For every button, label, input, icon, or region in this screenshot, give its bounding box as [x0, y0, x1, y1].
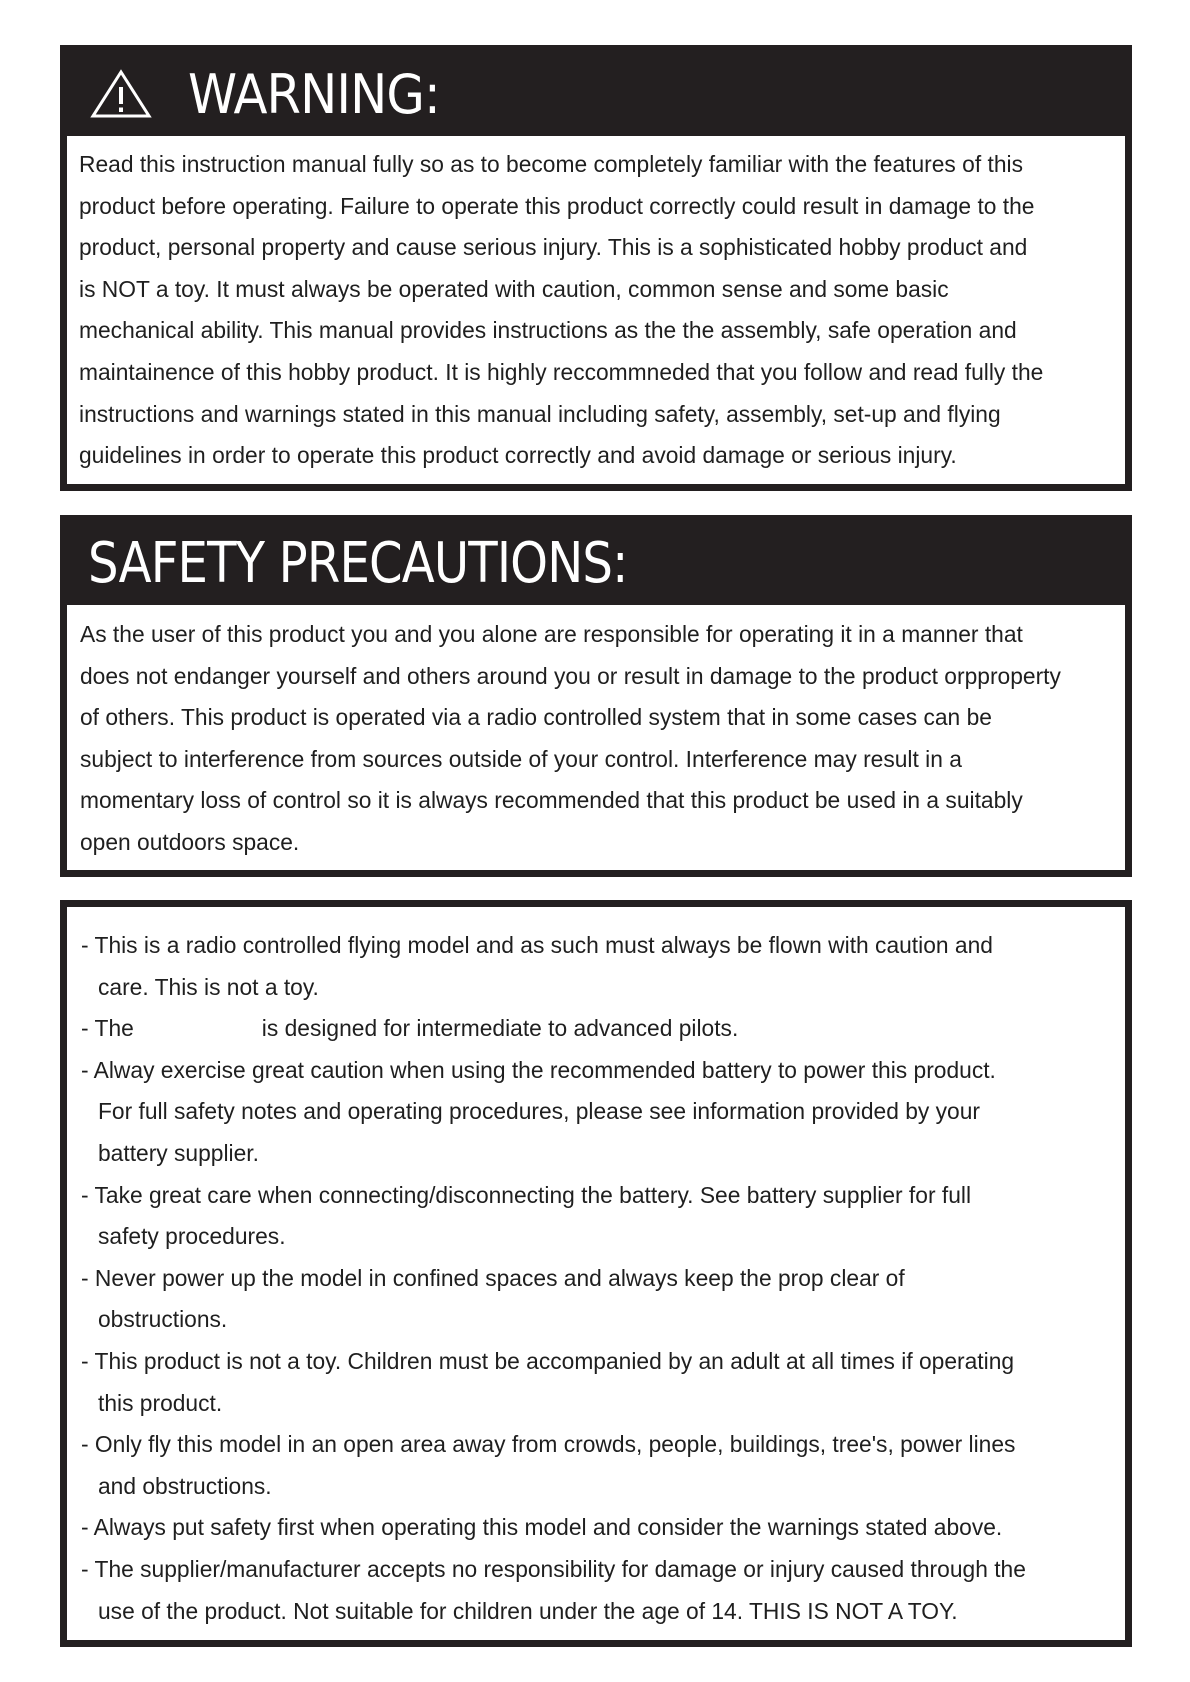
warning-line: product before operating. Failure to operate this product correctly could result in damage to the: [79, 192, 1035, 219]
rule-continuation: this product.: [98, 1389, 223, 1416]
warning-body: [67, 136, 1125, 477]
rule-item: [81, 925, 1125, 1008]
safety-line: As the user of this product you and you alone are responsible for operating it in a manner that: [80, 621, 1023, 647]
rule-item: [81, 1549, 1125, 1632]
warning-header: [67, 52, 1125, 136]
safety-title: SAFETY PRECAUTIONS:: [88, 531, 628, 596]
safety-line: open outdoors space.: [80, 828, 300, 855]
safety-line: of others. This product is operated via a radio controlled system that in some cases can be: [80, 704, 992, 731]
warning-line: product, personal property and cause serious injury. This is a sophisticated hobby product and: [79, 234, 1028, 261]
warning-line: maintainence of this hobby product. It is highly reccommneded that you follow and read fully the: [79, 358, 1044, 385]
rule-text: - Always put safety first when operating this model and consider the warnings stated above.: [81, 1514, 1003, 1541]
rule-text: - The: [81, 1015, 134, 1042]
warning-line: mechanical ability. This manual provides instructions as the the assembly, safe operation and: [79, 317, 1017, 344]
rule-item: [81, 1050, 1125, 1175]
safety-panel: [60, 515, 1132, 877]
warning-line: guidelines in order to operate this product correctly and avoid damage or serious injury.: [79, 442, 957, 469]
safety-line: does not endanger yourself and others around you or result in damage to the product orpproperty: [80, 662, 1061, 689]
safety-line: subject to interference from sources outside of your control. Interference may result in a: [80, 745, 962, 772]
safety-body: [67, 605, 1125, 864]
rule-continuation: For full safety notes and operating procedures, please see information provided by your: [98, 1098, 980, 1125]
rule-text: - Alway exercise great caution when using the recommended battery to power this product.: [81, 1056, 996, 1083]
rule-item: [81, 1258, 1125, 1341]
warning-line: Read this instruction manual fully so as to become completely familiar with the features of this: [79, 151, 1023, 177]
rule-continuation: battery supplier.: [98, 1139, 259, 1166]
warning-panel: [60, 45, 1132, 491]
rules-list: [67, 907, 1125, 1632]
rule-continuation: and obstructions.: [98, 1472, 272, 1499]
rule-continuation: care. This is not a toy.: [98, 973, 319, 1000]
rule-text: - The supplier/manufacturer accepts no responsibility for damage or injury caused through the: [81, 1555, 1026, 1582]
rule-text-after-gap: is designed for intermediate to advanced pilots.: [261, 1015, 739, 1042]
rule-item: [81, 1008, 1125, 1050]
safety-header: [67, 522, 1125, 605]
warning-line: is NOT a toy. It must always be operated with caution, common sense and some basic: [79, 275, 949, 302]
rule-continuation: safety procedures.: [98, 1223, 286, 1250]
rule-text: - This is a radio controlled flying model and as such must always be flown with caution and: [81, 932, 993, 958]
rule-item: [81, 1341, 1125, 1424]
warning-title: WARNING:: [188, 62, 440, 126]
rule-continuation: obstructions.: [98, 1306, 228, 1333]
rule-item: [81, 1424, 1125, 1507]
rule-item: [81, 1507, 1125, 1549]
warning-line: instructions and warnings stated in this manual including safety, assembly, set-up and flying: [79, 400, 1001, 427]
rule-text: - Never power up the model in confined spaces and always keep the prop clear of: [81, 1264, 905, 1291]
rule-continuation: use of the product. Not suitable for children under the age of 14. THIS IS NOT A TOY.: [98, 1597, 958, 1624]
rule-text: - Only fly this model in an open area away from crowds, people, buildings, tree's, power lines: [81, 1431, 1016, 1458]
rule-text: - This product is not a toy. Children must be accompanied by an adult at all times if operating: [81, 1347, 1015, 1374]
rule-item: [81, 1175, 1125, 1258]
safety-line: momentary loss of control so it is always recommended that this product be used in a suitably: [80, 787, 1023, 814]
rule-text: - Take great care when connecting/disconnecting the battery. See battery supplier for full: [81, 1181, 972, 1208]
warning-triangle-icon: [90, 69, 152, 119]
rules-panel: [60, 900, 1132, 1647]
